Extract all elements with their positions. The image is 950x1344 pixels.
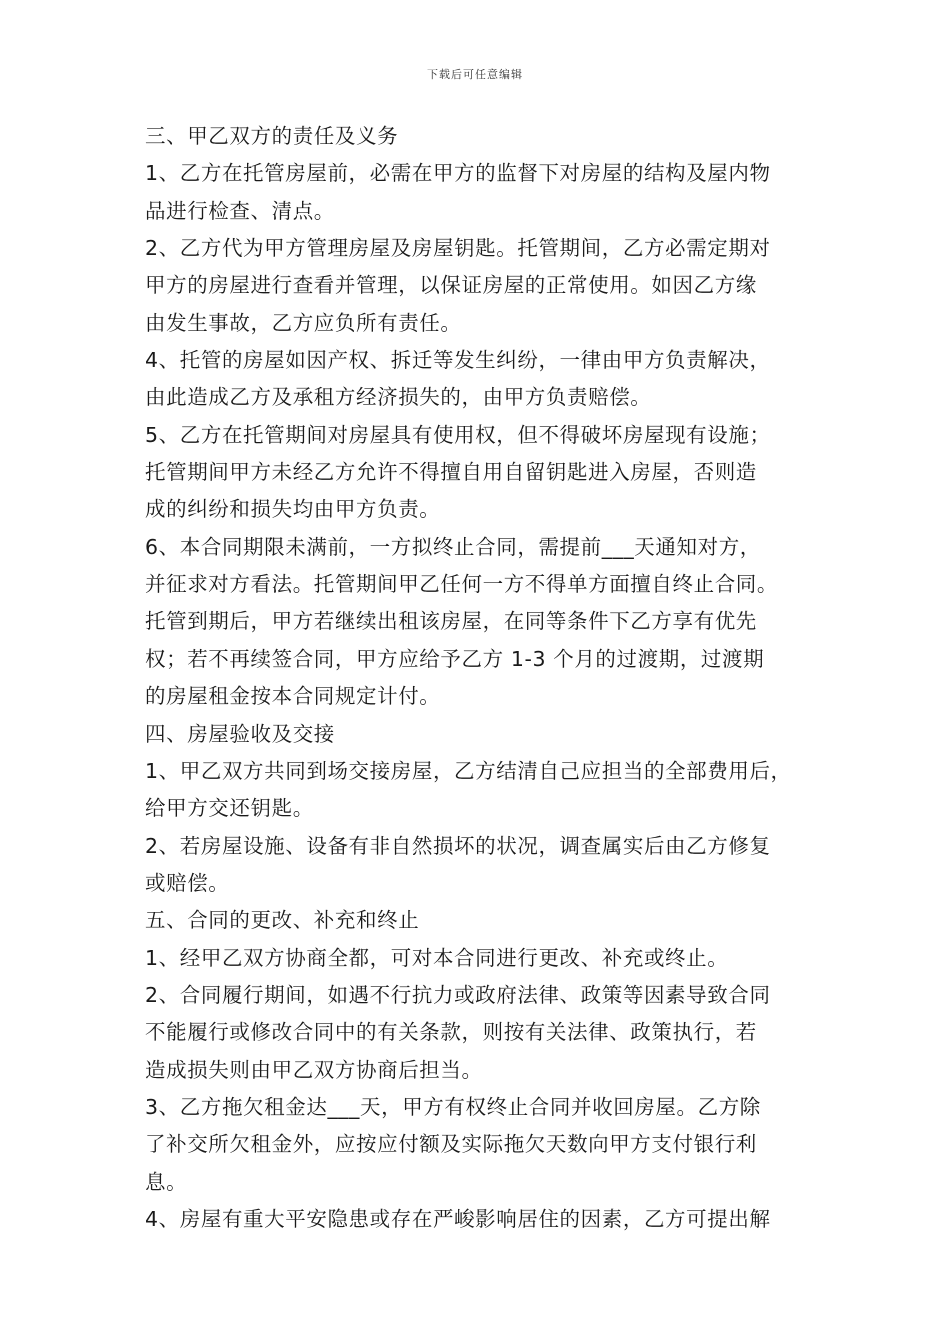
text-line: 3、乙方拖欠租金达___天，甲方有权终止合同并收回房屋。乙方除 [145, 1094, 761, 1119]
text-line: 造成损失则由甲乙双方协商后担当。 [145, 1057, 483, 1082]
document-body [145, 118, 810, 1238]
text-line: 6、本合同期限未满前，一方拟终止合同，需提前___天通知对方， [145, 534, 761, 559]
text-line: 1、经甲乙双方协商全都，可对本合同进行更改、补充或终止。 [145, 945, 729, 970]
text-line: 或赔偿。 [145, 870, 230, 895]
text-line: 给甲方交还钥匙。 [145, 796, 314, 821]
text-line: 的房屋租金按本合同规定计付。 [145, 684, 441, 709]
text-line: 托管到期后，甲方若继续出租该房屋，在同等条件下乙方享有优先 [145, 609, 757, 634]
text-line: 由发生事故，乙方应负所有责任。 [145, 310, 462, 335]
section-heading-amendment-termination: 五、合同的更改、补充和终止 [145, 908, 420, 933]
text-line: 甲方的房屋进行查看并管理，以保证房屋的正常使用。如因乙方缘 [145, 273, 757, 298]
text-line: 4、托管的房屋如因产权、拆迁等发生纠纷，一律由甲方负责解决， [145, 348, 771, 373]
text-line: 品进行检查、清点。 [145, 198, 335, 223]
text-line: 不能履行或修改合同中的有关条款，则按有关法律、政策执行，若 [145, 1020, 757, 1045]
page-header-note: 下载后可任意编辑 [427, 68, 523, 81]
text-line: 1、甲乙双方共同到场交接房屋，乙方结清自己应担当的全部费用后， [145, 758, 792, 783]
text-line: 息。 [145, 1169, 188, 1194]
text-line: 了补交所欠租金外，应按应付额及实际拖欠天数向甲方支付银行利 [145, 1132, 757, 1157]
text-line: 成的纠纷和损失均由甲方负责。 [145, 497, 441, 522]
text-line: 2、乙方代为甲方管理房屋及房屋钥匙。托管期间，乙方必需定期对 [145, 236, 771, 261]
section-heading-responsibilities: 三、甲乙双方的责任及义务 [145, 124, 399, 148]
text-line: 2、若房屋设施、设备有非自然损坏的状况，调查属实后由乙方修复 [145, 833, 771, 858]
text-line: 托管期间甲方未经乙方允许不得擅自用自留钥匙进入房屋，否则造 [145, 460, 757, 485]
section-heading-inspection-handover: 四、房屋验收及交接 [145, 721, 335, 746]
text-line: 权；若不再续签合同，甲方应给予乙方 1-3 个月的过渡期，过渡期 [145, 646, 765, 671]
text-line: 5、乙方在托管期间对房屋具有使用权，但不得破坏房屋现有设施； [145, 422, 771, 447]
text-line: 由此造成乙方及承租方经济损失的，由甲方负责赔偿。 [145, 385, 652, 410]
text-line: 4、房屋有重大平安隐患或存在严峻影响居住的因素，乙方可提出解 [145, 1206, 771, 1231]
text-line: 并征求对方看法。托管期间甲乙任何一方不得单方面擅自终止合同。 [145, 572, 778, 597]
text-line: 1、乙方在托管房屋前，必需在甲方的监督下对房屋的结构及屋内物 [145, 161, 771, 186]
text-line: 2、合同履行期间，如遇不行抗力或政府法律、政策等因素导致合同 [145, 982, 771, 1007]
